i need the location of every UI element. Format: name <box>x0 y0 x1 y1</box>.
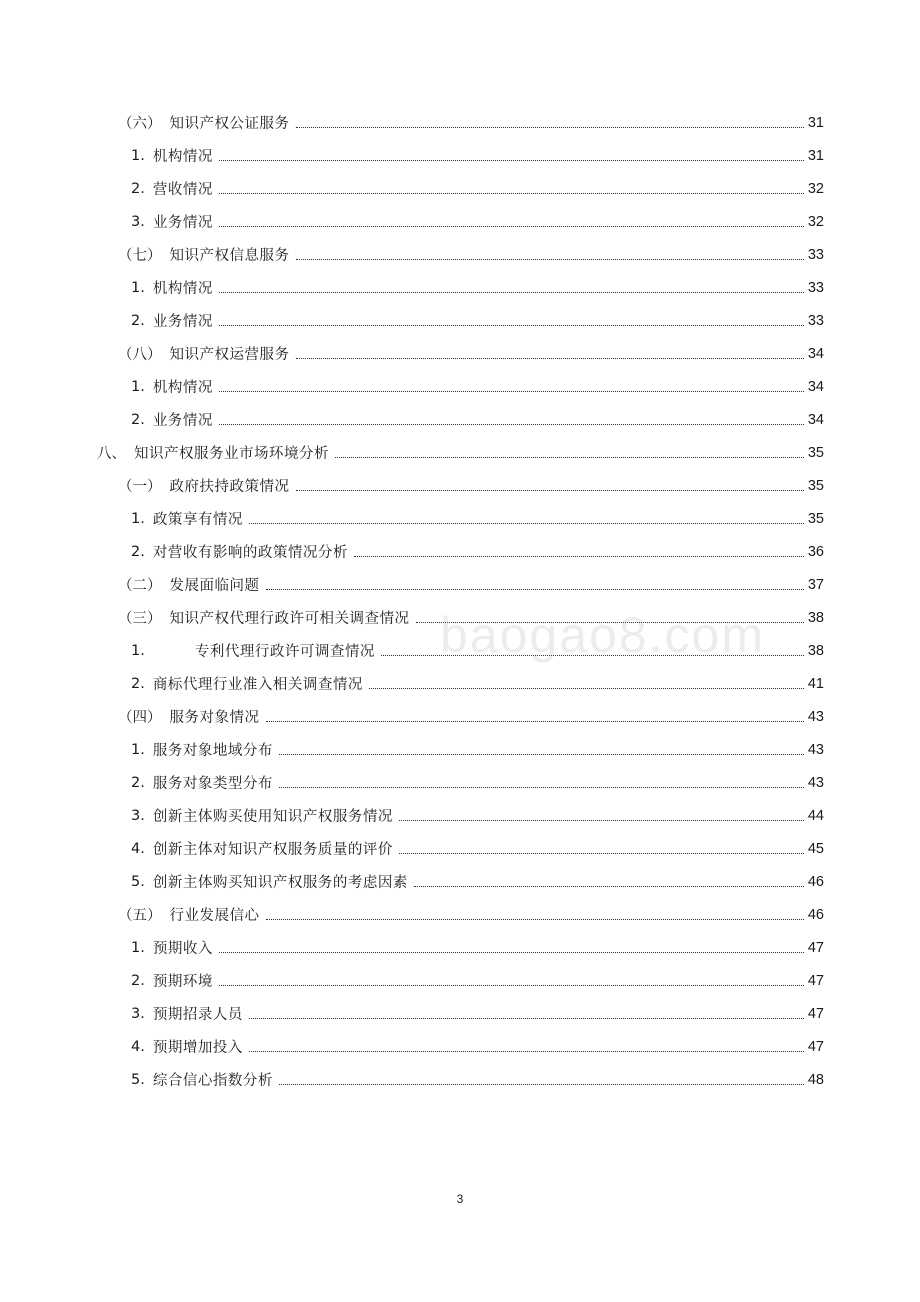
watermark-text: baogao8.com <box>440 607 766 663</box>
toc-entry[interactable] <box>0 502 920 535</box>
toc-entry-title: 机构情况 <box>152 281 213 297</box>
toc-entry-page: 31 <box>807 114 824 131</box>
toc-entry-title: 服务对象情况 <box>169 710 260 726</box>
toc-dot-leader <box>219 193 804 194</box>
toc-entry-number: 1. <box>131 147 145 164</box>
toc-entry[interactable] <box>0 469 920 502</box>
toc-entry-number: 3. <box>131 807 145 824</box>
toc-dot-leader <box>399 820 804 821</box>
toc-entry-number: 4. <box>131 1038 145 1055</box>
toc-entry-page: 46 <box>807 906 824 923</box>
toc-entry[interactable] <box>0 403 920 436</box>
toc-entry-page: 33 <box>807 246 824 263</box>
toc-entry[interactable] <box>0 238 920 271</box>
toc-entry-page: 38 <box>807 642 824 659</box>
toc-dot-leader <box>416 622 804 623</box>
toc-entry[interactable] <box>0 1030 920 1063</box>
toc-entry[interactable] <box>0 931 920 964</box>
toc-entry[interactable] <box>0 634 920 667</box>
toc-dot-leader <box>266 721 804 722</box>
toc-dot-leader <box>296 259 804 260</box>
toc-entry-number: 2. <box>131 312 145 329</box>
toc-entry-page: 32 <box>807 213 824 230</box>
toc-dot-leader <box>354 556 804 557</box>
toc-entry-number: （二） <box>118 578 162 594</box>
toc-entry-number: 5. <box>131 1071 145 1088</box>
toc-entry-page: 34 <box>807 345 824 362</box>
toc-entry-page: 45 <box>807 840 824 857</box>
toc-entry-title: 专利代理行政许可调查情况 <box>194 644 375 660</box>
toc-entry-number: （四） <box>118 710 162 726</box>
toc-entry-number: 1. <box>131 510 145 527</box>
toc-entry-number: （七） <box>118 248 162 264</box>
toc-entry-title: 对营收有影响的政策情况分析 <box>152 545 348 561</box>
toc-entry-number: （八） <box>118 347 162 363</box>
toc-entry-title: 知识产权代理行政许可相关调查情况 <box>169 611 410 627</box>
toc-entry-title: 预期收入 <box>152 941 213 957</box>
toc-entry[interactable] <box>0 337 920 370</box>
toc-entry-page: 31 <box>807 147 824 164</box>
toc-entry-number: 1. <box>131 939 145 956</box>
toc-entry[interactable] <box>0 799 920 832</box>
toc-entry-number: 3. <box>131 1005 145 1022</box>
toc-dot-leader <box>249 1051 804 1052</box>
toc-entry-page: 32 <box>807 180 824 197</box>
toc-entry-number: 2. <box>131 972 145 989</box>
toc-entry[interactable] <box>0 205 920 238</box>
toc-entry-number: （六） <box>118 116 162 132</box>
toc-dot-leader <box>296 358 804 359</box>
toc-entry-number: 2. <box>131 774 145 791</box>
toc-entry[interactable] <box>0 865 920 898</box>
toc-entry-number: 2. <box>131 180 145 197</box>
toc-dot-leader <box>219 391 804 392</box>
toc-dot-leader <box>219 424 804 425</box>
toc-entry-title: 创新主体购买知识产权服务的考虑因素 <box>152 875 408 891</box>
toc-dot-leader <box>219 325 804 326</box>
toc-entry-title: 知识产权服务业市场环境分析 <box>134 446 329 462</box>
toc-entry-number: （五） <box>118 908 162 924</box>
toc-entry-page: 33 <box>807 279 824 296</box>
toc-entry-title: 发展面临问题 <box>169 578 260 594</box>
toc-entry-page: 47 <box>807 972 824 989</box>
toc-entry-title: 知识产权信息服务 <box>169 248 290 264</box>
toc-dot-leader <box>381 655 804 656</box>
toc-entry[interactable] <box>0 1063 920 1096</box>
toc-entry-title: 综合信心指数分析 <box>152 1073 273 1089</box>
toc-dot-leader <box>249 1018 804 1019</box>
toc-entry-title: 服务对象地域分布 <box>152 743 273 759</box>
toc-entry-number: 3. <box>131 213 145 230</box>
toc-entry-title: 机构情况 <box>152 149 213 165</box>
toc-entry-page: 35 <box>807 510 824 527</box>
toc-entry[interactable] <box>0 733 920 766</box>
toc-entry[interactable] <box>0 601 920 634</box>
toc-entry-number: 2. <box>131 411 145 428</box>
toc-entry-title: 预期环境 <box>152 974 213 990</box>
toc-dot-leader <box>414 886 804 887</box>
toc-entry-title: 创新主体购买使用知识产权服务情况 <box>152 809 393 825</box>
toc-entry-title: 业务情况 <box>152 413 213 429</box>
toc-entry[interactable] <box>0 997 920 1030</box>
toc-dot-leader <box>266 919 804 920</box>
toc-entry-title: 预期增加投入 <box>152 1040 243 1056</box>
toc-dot-leader <box>219 226 804 227</box>
page-number: 3 <box>456 1192 464 1206</box>
toc-entry-page: 35 <box>807 477 824 494</box>
toc-entry-page: 37 <box>807 576 824 593</box>
toc-dot-leader <box>219 985 804 986</box>
toc-entry[interactable] <box>0 304 920 337</box>
toc-entry-page: 46 <box>807 873 824 890</box>
toc-entry[interactable] <box>0 700 920 733</box>
toc-entry-page: 36 <box>807 543 824 560</box>
toc-entry-number: 1. <box>131 279 145 296</box>
toc-dot-leader <box>399 853 804 854</box>
toc-entry-page: 34 <box>807 378 824 395</box>
toc-entry-page: 38 <box>807 609 824 626</box>
toc-entry-page: 33 <box>807 312 824 329</box>
toc-dot-leader <box>279 754 804 755</box>
toc-entry-title: 营收情况 <box>152 182 213 198</box>
toc-entry-number: 1. <box>131 642 145 659</box>
toc-entry-page: 34 <box>807 411 824 428</box>
toc-dot-leader <box>296 127 804 128</box>
toc-entry[interactable] <box>0 964 920 997</box>
toc-entry-title: 政府扶持政策情况 <box>169 479 290 495</box>
toc-entry-number: 1. <box>131 741 145 758</box>
toc-entry[interactable] <box>0 568 920 601</box>
toc-dot-leader <box>266 589 804 590</box>
toc-entry-title: 知识产权运营服务 <box>169 347 290 363</box>
toc-entry-title: 机构情况 <box>152 380 213 396</box>
toc-entry-page: 43 <box>807 708 824 725</box>
toc-entry[interactable] <box>0 271 920 304</box>
toc-entry-number: 2. <box>131 675 145 692</box>
toc-dot-leader <box>219 952 804 953</box>
toc-entry[interactable] <box>0 898 920 931</box>
toc-entry-number: （三） <box>118 611 162 627</box>
toc-entry[interactable] <box>0 370 920 403</box>
toc-dot-leader <box>219 160 804 161</box>
toc-entry-title: 服务对象类型分布 <box>152 776 273 792</box>
toc-entry-page: 44 <box>807 807 824 824</box>
toc-entry-title: 创新主体对知识产权服务质量的评价 <box>152 842 393 858</box>
toc-entry-page: 43 <box>807 741 824 758</box>
toc-entry-number: （一） <box>118 479 162 495</box>
toc-entry-number: 2. <box>131 543 145 560</box>
toc-entry-title: 业务情况 <box>152 215 213 231</box>
toc-entry[interactable] <box>0 139 920 172</box>
toc-entry-page: 35 <box>807 444 824 461</box>
toc-entry-number: 5. <box>131 873 145 890</box>
toc-entry[interactable] <box>0 766 920 799</box>
toc-entry-title: 预期招录人员 <box>152 1007 243 1023</box>
toc-dot-leader <box>279 787 804 788</box>
toc-entry-title: 知识产权公证服务 <box>169 116 290 132</box>
toc-dot-leader <box>279 1084 804 1085</box>
toc-entry-number: 4. <box>131 840 145 857</box>
toc-entry-page: 41 <box>807 675 824 692</box>
toc-dot-leader <box>369 688 804 689</box>
toc-entry-page: 47 <box>807 939 824 956</box>
toc-entry[interactable] <box>0 106 920 139</box>
toc-entry[interactable] <box>0 535 920 568</box>
toc-entry-title: 商标代理行业准入相关调查情况 <box>152 677 363 693</box>
toc-entry-number: 八、 <box>97 446 126 462</box>
table-of-contents <box>0 106 920 1096</box>
toc-entry[interactable] <box>0 172 920 205</box>
toc-entry-page: 47 <box>807 1005 824 1022</box>
toc-entry-title: 业务情况 <box>152 314 213 330</box>
toc-entry[interactable] <box>0 436 920 469</box>
toc-dot-leader <box>335 457 804 458</box>
toc-entry-page: 48 <box>807 1071 824 1088</box>
toc-entry-page: 47 <box>807 1038 824 1055</box>
toc-dot-leader <box>219 292 804 293</box>
toc-entry-title: 政策享有情况 <box>152 512 243 528</box>
toc-entry-page: 43 <box>807 774 824 791</box>
toc-dot-leader <box>249 523 804 524</box>
toc-entry[interactable] <box>0 832 920 865</box>
toc-dot-leader <box>296 490 804 491</box>
toc-entry-title: 行业发展信心 <box>169 908 260 924</box>
toc-entry[interactable] <box>0 667 920 700</box>
toc-entry-number: 1. <box>131 378 145 395</box>
